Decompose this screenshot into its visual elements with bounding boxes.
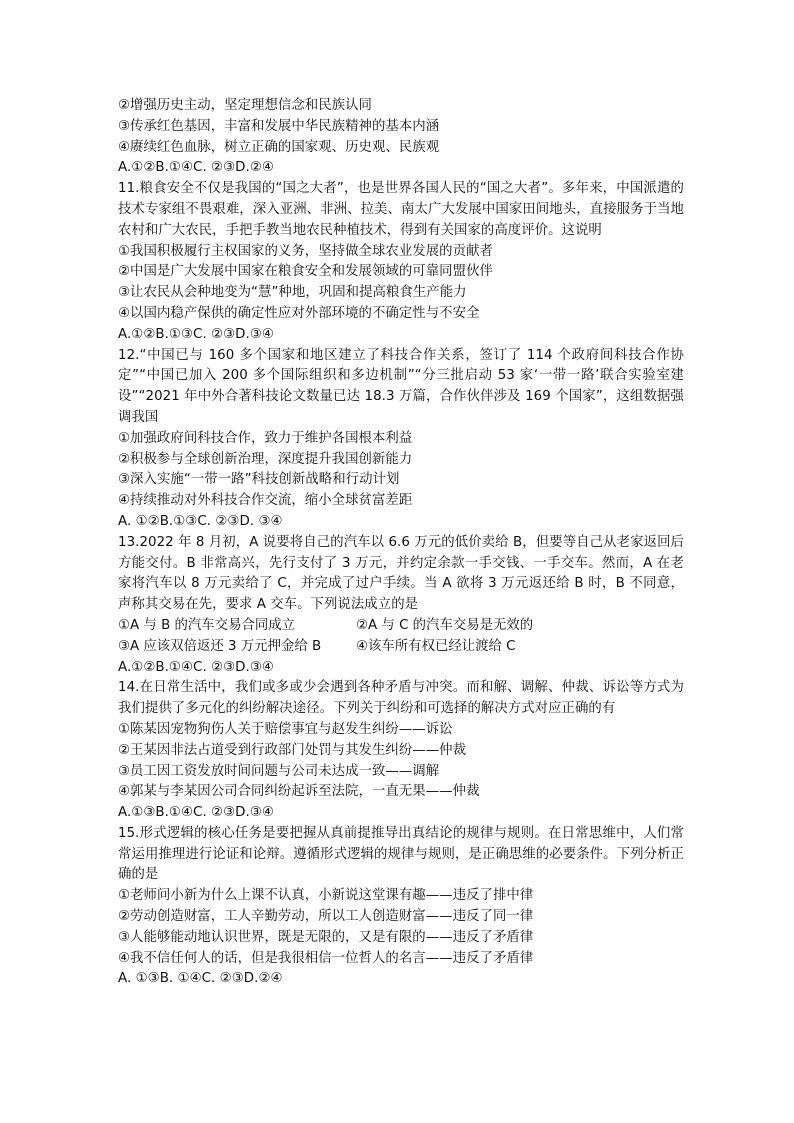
option-2: ②A 与 C 的汽车交易是无效的 bbox=[356, 617, 534, 633]
option-1: ①A 与 B 的汽车交易合同成立 bbox=[118, 617, 296, 633]
option-line: ③员工因工资发放时间问题与公司未达成一致——调解 bbox=[118, 763, 440, 779]
option-line: ①加强政府间科技合作，致力于维护各国根本利益 bbox=[118, 430, 413, 446]
option-line: ④赓续红色血脉，树立正确的国家观、历史观、民族观 bbox=[118, 139, 440, 155]
option-line: ①陈某因宠物狗伤人关于赔偿事宜与赵发生纠纷——诉讼 bbox=[118, 721, 453, 737]
question-15 bbox=[118, 824, 684, 990]
option-3: ③A 应该双倍返还 3 万元押金给 B bbox=[118, 638, 322, 654]
question-stem: 13.2022 年 8 月初，A 说要将自己的汽车以 6.6 万元的低价卖给 B，但要等自己从老家返回后方能交付。B 非常高兴，先行支付了 3 万元，并约定余款一手交钱、一手交车。然而，A 在老家将汽车以 8 万元卖给了 C，并完成了过户手续。当 A 欲将 3 万元返还给 B 时，B 不同意，声称其交易在先，要求 A 交车。下列说法成立的是 bbox=[118, 534, 684, 613]
answer-choices: A. ①②B.①③C. ②③D. ③④ bbox=[118, 513, 283, 529]
option-line: ④我不信任何人的话，但是我很相信一位哲人的名言——违反了矛盾律 bbox=[118, 950, 534, 966]
option-line: ④以国内稳产保供的确定性应对外部环境的不确定性与不安全 bbox=[118, 305, 480, 321]
option-line: ①老师问小新为什么上课不认真，小新说这堂课有趣——违反了排中律 bbox=[118, 888, 534, 904]
option-line: ②王某因非法占道受到行政部门处罚与其发生纠纷——仲裁 bbox=[118, 742, 467, 758]
option-line: ④郭某与李某因公司合同纠纷起诉至法院，一直无果——仲裁 bbox=[118, 784, 480, 800]
question-stem: 15.形式逻辑的核心任务是要把握从真前提推导出真结论的规律与规则。在日常思维中，人们常常运用推理进行论证和论辩。遵循形式逻辑的规律与规则，是正确思维的必要条件。下列分析正确的是 bbox=[118, 825, 684, 883]
answer-choices: A.①②B.①④C. ②③D.②④ bbox=[118, 160, 274, 176]
answer-choices: A.①②B.①④C. ②③D.③④ bbox=[118, 659, 274, 675]
question-12 bbox=[118, 346, 684, 533]
option-line: ②劳动创造财富，工人辛勤劳动，所以工人创造财富——违反了同一律 bbox=[118, 909, 534, 925]
question-11 bbox=[118, 179, 684, 345]
question-13 bbox=[118, 533, 684, 679]
question-stem: 11.粮食安全不仅是我国的“国之大者”，也是世界各国人民的“国之大者”。多年来，中国派遣的技术专家组不畏艰难，深入亚洲、非洲、拉美、南太广大发展中国家田间地头，直接服务于当地农村和广大农民，手把手教当地农民种植技术，得到有关国家的高度评价。这说明 bbox=[118, 181, 684, 238]
option-line: ③让农民从会种地变为“慧”种地，巩固和提高粮食生产能力 bbox=[118, 285, 467, 301]
answer-choices: A.①③B.①④C. ②③D.③④ bbox=[118, 805, 274, 821]
answer-choices: A. ①③B. ①④C. ②③D.②④ bbox=[118, 971, 283, 987]
option-line: ③传承红色基因，丰富和发展中华民族精神的基本内涵 bbox=[118, 118, 440, 134]
exam-page bbox=[118, 96, 684, 990]
option-4: ④该车所有权已经让渡给 C bbox=[356, 638, 516, 654]
option-line: ①我国积极履行主权国家的义务，坚持做全球农业发展的贡献者 bbox=[118, 243, 493, 259]
option-line: ②增强历史主动，坚定理想信念和民族认同 bbox=[118, 98, 372, 113]
option-line: ②中国是广大发展中国家在粮食安全和发展领域的可靠同盟伙伴 bbox=[118, 264, 493, 280]
option-row bbox=[118, 616, 684, 637]
option-line: ③深入实施“一带一路”科技创新战略和行动计划 bbox=[118, 472, 400, 488]
option-line: ②积极参与全球创新治理，深度提升我国创新能力 bbox=[118, 451, 413, 467]
question-stem: 12.“中国已与 160 多个国家和地区建立了科技合作关系，签订了 114 个政府间科技合作协定”“中国已加入 200 多个国际组织和多边机制”“分三批启动 53 家‘一带一路’联合实验室建设”“2021 年中外合著科技论文数量已达 18.3 万篇，合作伙伴涉及 169 个国家”，这组数据强调我国 bbox=[118, 347, 684, 425]
question-10 bbox=[118, 96, 684, 179]
option-line: ④持续推动对外科技合作交流，缩小全球贫富差距 bbox=[118, 493, 413, 509]
answer-choices: A.①②B.①③C. ②③D.③④ bbox=[118, 326, 274, 342]
option-line: ③人能够能动地认识世界，既是无限的，又是有限的——违反了矛盾律 bbox=[118, 929, 534, 945]
option-row bbox=[118, 637, 684, 658]
question-stem: 14.在日常生活中，我们或多或少会遇到各种矛盾与冲突。而和解、调解、仲裁、诉讼等方式为我们提供了多元化的纠纷解决途径。下列关于纠纷和可选择的解决方式对应正确的有 bbox=[118, 680, 684, 717]
question-14 bbox=[118, 678, 684, 824]
